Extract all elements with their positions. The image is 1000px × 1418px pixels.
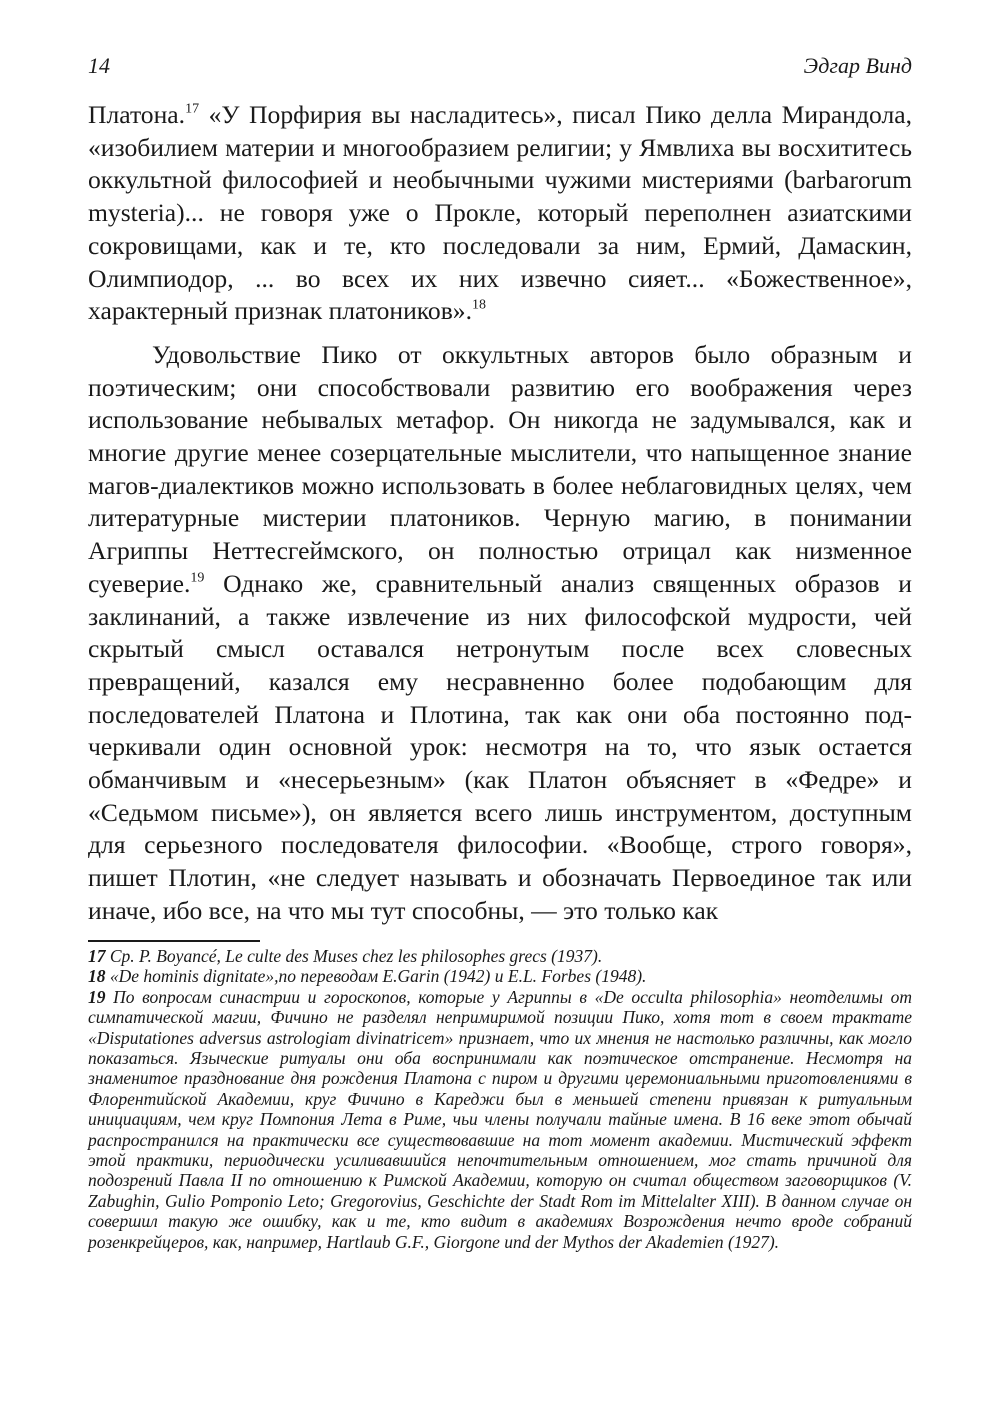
footnote-text: «De hominis dignitate»,по переводам E.Garin (1942) и E.L. Forbes (1948). — [105, 966, 647, 987]
footnote-ref-19: 19 — [190, 570, 205, 586]
footnote-ref-18: 18 — [472, 297, 487, 313]
paragraph-2-text-a: Удовольствие Пико от оккультных авторов было образным и поэтическим; они способствовали развитию его воображения через использование небывалых метафор. Он никогда не задумывался, как и многие другие менее созерцательные мыслители, что напыщенное знание магов-диалектиков можно использовать в более неблаговидных целях, чем литературные мистерии платоников. Черную магию, в понимании Агриппы Неттесгеймского, он полностью отрицал как низменное суеверие. — [88, 339, 912, 598]
footnote-separator — [88, 940, 260, 942]
running-head-author: Эдгар Винд — [803, 53, 912, 78]
footnote-text: Ср. P. Boyancé, Le culte des Muses chez les philosophes grecs (1937). — [105, 946, 603, 966]
footnotes — [88, 946, 912, 1252]
footnote-18 — [88, 966, 912, 986]
footnote-number: 17 — [88, 946, 106, 966]
footnote-ref-17: 17 — [185, 101, 200, 117]
paragraph-1 — [88, 99, 912, 328]
main-text — [88, 99, 912, 928]
paragraph-2-text-b: Однако же, сравнительный анализ священных образов и заклинаний, а также извлечение из них философской мудрости, чей скрытый смысл оставался нетронутым после всех словесных превращений, казался ему несравненно более подобающим для последователей Платона и Плотина, так как они оба постоянно подчеркивали один основной урок: несмотря на то, что язык остается обманчивым и «несерьезным» (как Платон объясняет в «Федре» и «Седьмом письме»), он является всего лишь инструментом, доступным для серьезного последователя философии. «Вообще, строго говоря», пишет Плотин, «не следует называть и обозначать Первоединое так или иначе, ибо все, на что мы тут способны, — это только как — [88, 568, 912, 925]
footnote-number: 19 — [88, 986, 106, 1007]
footnote-number: 18 — [88, 966, 106, 987]
paragraph-1-text-b: «У Порфирия вы насладитесь», писал Пико делла Мирандола, «изобилием материи и многообразием религии; у Ямвлиха вы восхититесь оккультной философией и необычными чужими мистериями (barbarorum mysteria)... не говоря уже о Прокле, который переполнен азиатскими сокровищами, как и те, кто последовали за ним, Ермий, Дамаскин, Олимпиодор, ... во всех их них извечно сияет... «Божественное», характерный признак платоников». — [88, 100, 912, 326]
footnote-17 — [88, 946, 912, 966]
paragraph-1-text-a: Платона. — [88, 100, 186, 129]
page-number: 14 — [88, 53, 110, 78]
footnote-text: По вопросам синастрии и гороскопов, которые у Агриппы в «De occulta philosophia» неотделимы от симпатической магии, Фичино не разделял непримиримой позиции Пико, хотя тот в своем трактате «Disputationes adversus astrologiam divinatricem» признает, что их мнения не настолько различны, как могло показаться. Языческие ритуалы они оба воспринимали как поэтическое отстранение. Несмотря на знаменитое празднование дня рождения Платона с пиром и другими церемониальными приготовлениями в Флорентийской Академии, круг Фичино в Кареджи был в меньшей степени привязан к ритуальным инициациям, чем круг Помпония Лета в Риме, чьи члены получали тайные имена. В 16 веке этот обычай распространился на практически все существовавшие на тот момент академии. Мистический эффект этой практики, периодически усиливавшийся непочтительным отношением, мог стать причиной для подозрений Павла II по отношению к Римской Академии, которую он считал обществом заговорщиков (V. Zabughin, Gulio Pomponio Leto; Gregorovius, Geschichte der Stadt Rom im Mittelalter XIII). В данном случае он совершил такую же ошибку, как и те, кто видит в академиях Возрождения нечто вроде собраний розенкрейцеров, как, например, Hartlaub G.F., Giorgone und der Mythos der Akademien (1927). — [88, 986, 912, 1252]
paragraph-2 — [88, 339, 912, 928]
footnote-19 — [88, 987, 912, 1252]
